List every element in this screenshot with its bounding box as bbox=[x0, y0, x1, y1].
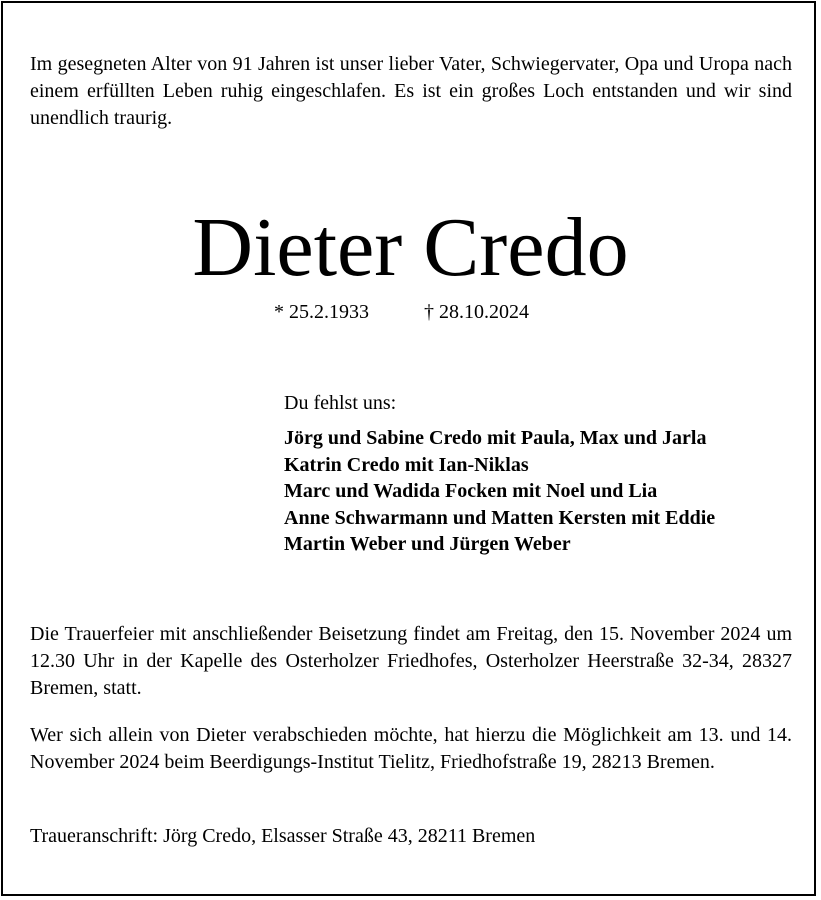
death-date: † 28.10.2024 bbox=[424, 301, 529, 323]
intro-paragraph: Im gesegneten Alter von 91 Jahren ist unser lieber Vater, Schwiegervater, Opa und Uropa nach einem erfüllten Leben ruhig eingeschlafen. Es ist ein großes Loch entstanden und wir sind unendlich traurig. bbox=[30, 53, 792, 129]
mourners-list bbox=[284, 425, 715, 558]
farewell-paragraph: Wer sich allein von Dieter verabschieden möchte, hat hierzu die Möglichkeit am 13. und 14. November 2024 beim Beerdigungs-Institut Tielitz, Friedhofstraße 19, 28213 Bremen. bbox=[30, 724, 792, 773]
deceased-name: Dieter Credo bbox=[192, 201, 629, 294]
mourner-line: Marc und Wadida Focken mit Noel und Lia bbox=[284, 480, 658, 502]
mourner-line: Jörg und Sabine Credo mit Paula, Max und Jarla bbox=[284, 427, 707, 449]
mourners-intro: Du fehlst uns: bbox=[284, 392, 397, 414]
service-paragraph: Die Trauerfeier mit anschließender Beisetzung findet am Freitag, den 15. November 2024 um 12.30 Uhr in der Kapelle des Osterholzer Friedhofes, Osterholzer Heerstraße 32-34, 28327 Bremen, statt. bbox=[30, 623, 792, 699]
mourner-line: Anne Schwarmann und Matten Kersten mit Eddie bbox=[284, 506, 716, 529]
mourner-line: Martin Weber und Jürgen Weber bbox=[284, 533, 571, 555]
birth-date: * 25.2.1933 bbox=[274, 301, 369, 323]
mourner-line: Katrin Credo mit Ian-Niklas bbox=[284, 453, 529, 476]
mourning-address: Traueranschrift: Jörg Credo, Elsasser Straße 43, 28211 Bremen bbox=[30, 825, 536, 847]
